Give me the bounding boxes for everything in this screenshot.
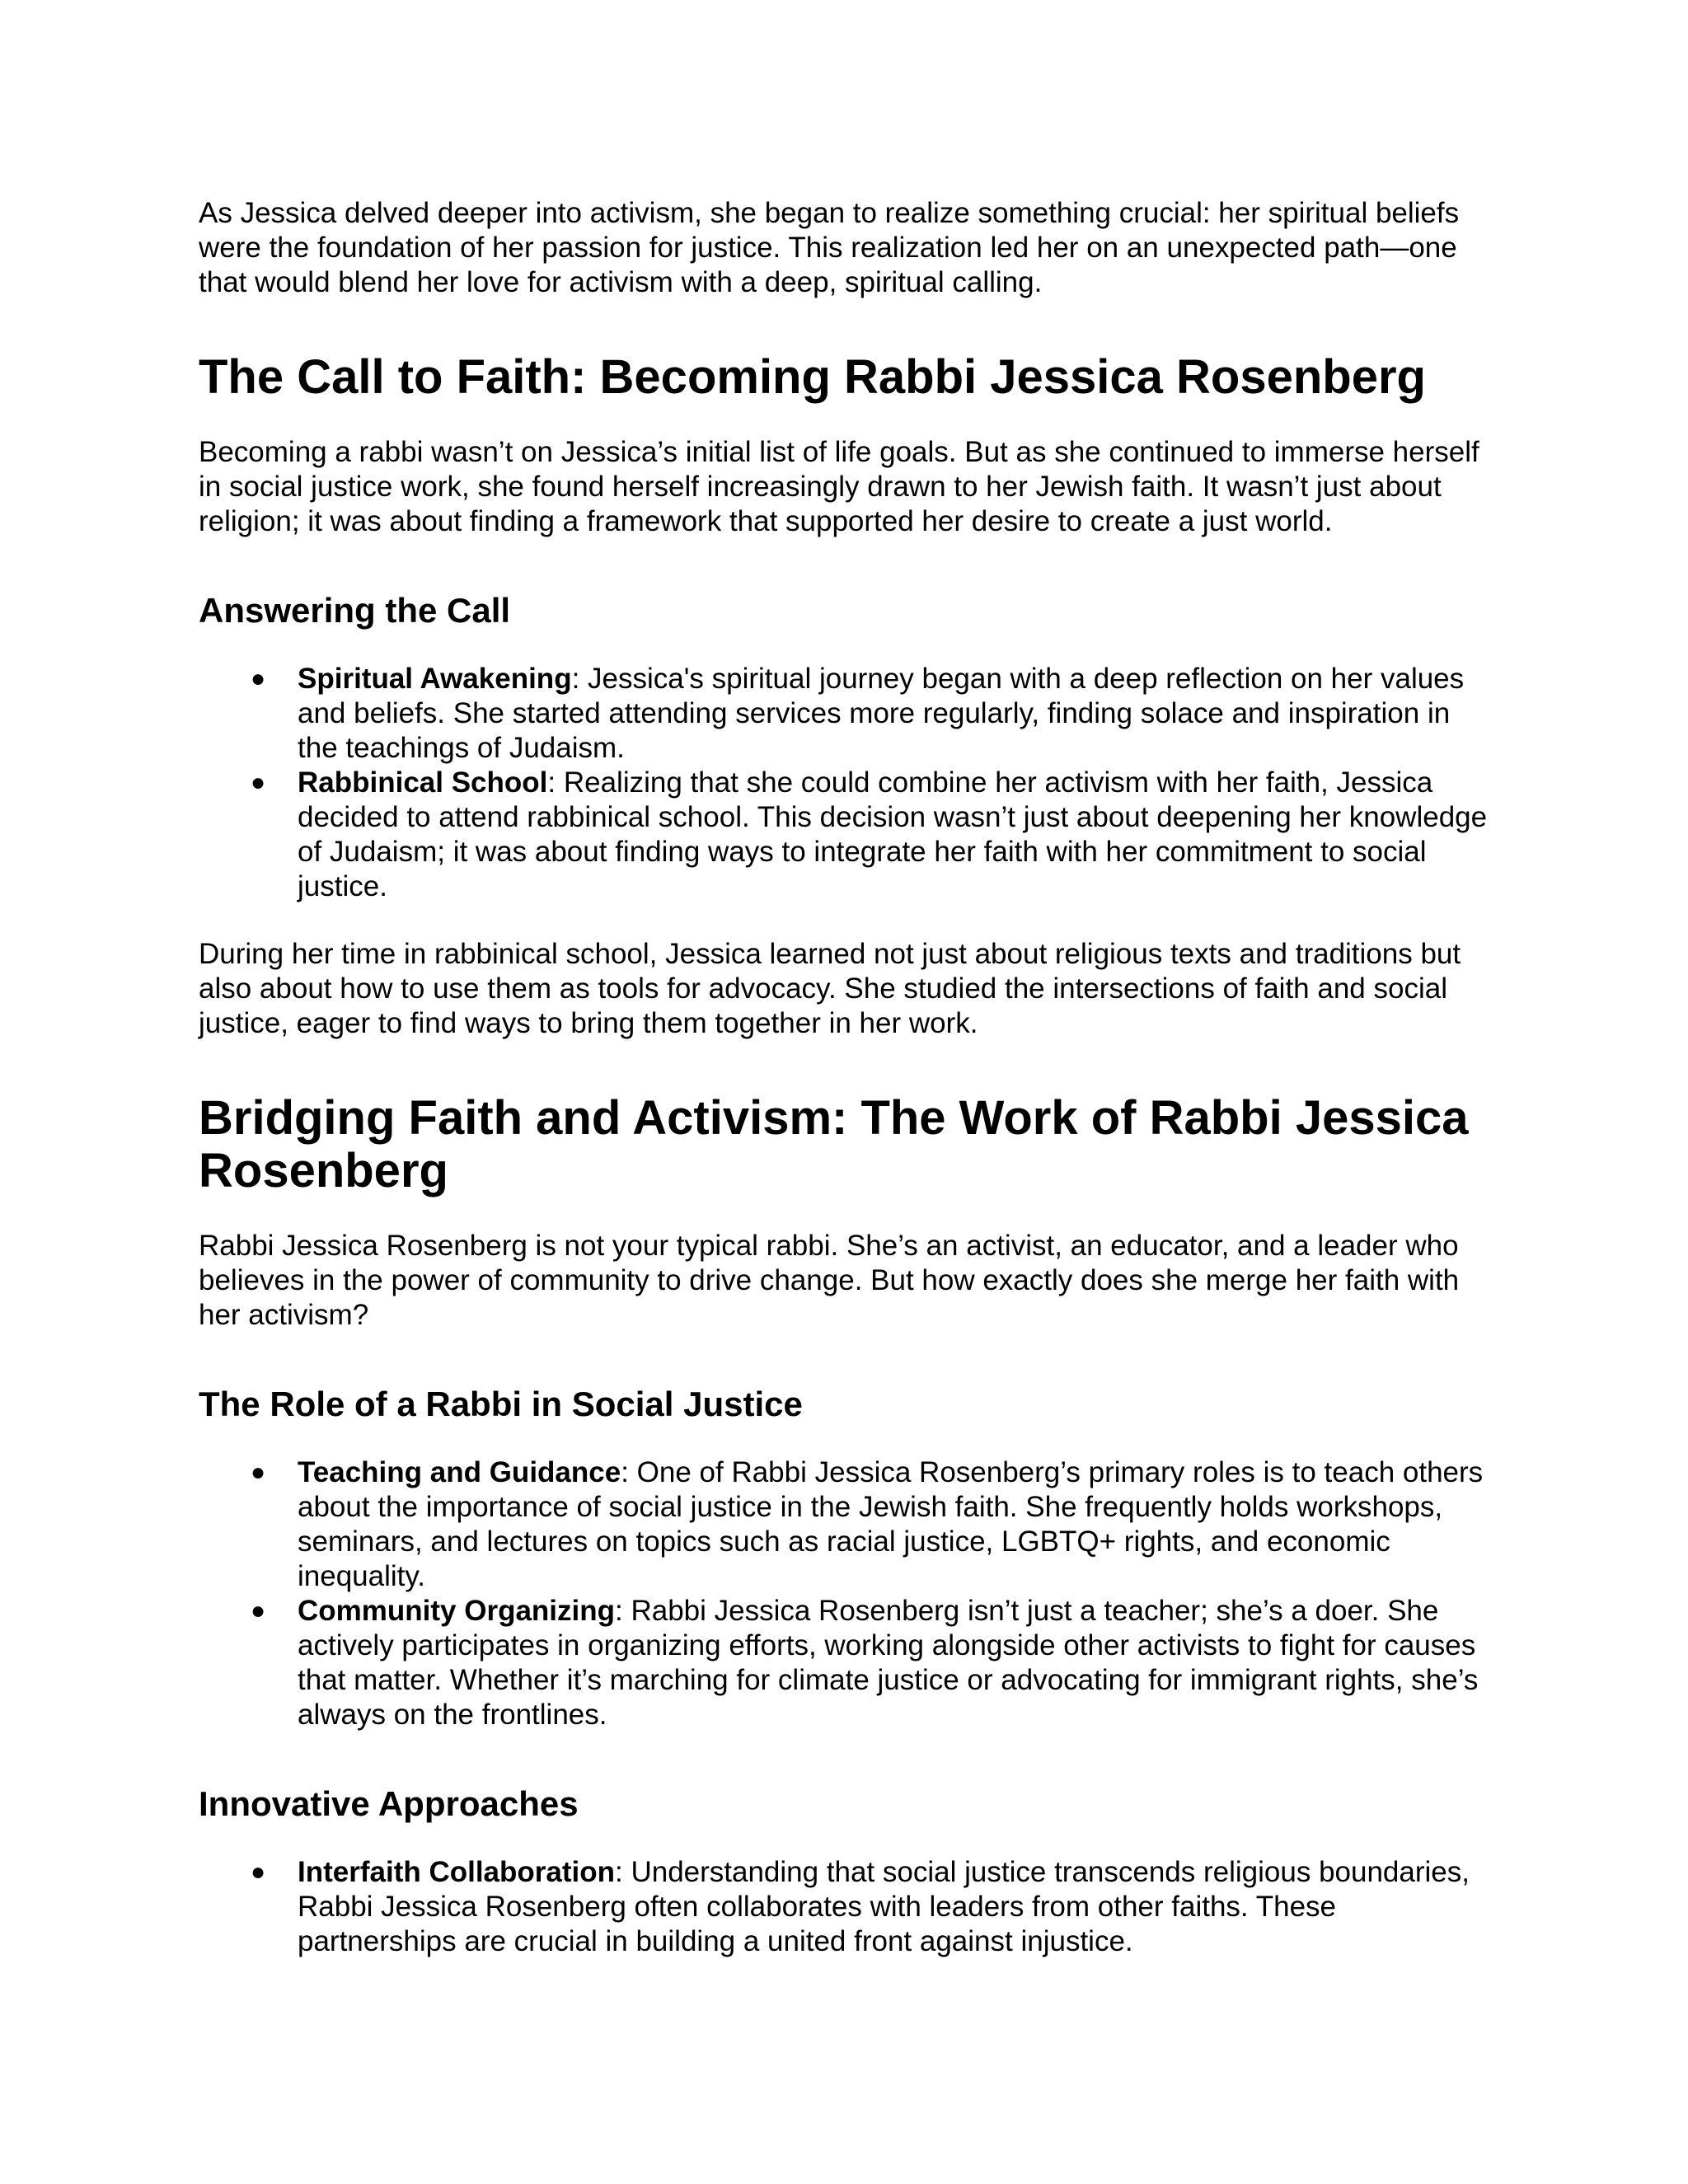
subheading-answering-the-call: Answering the Call [199, 591, 511, 630]
not-typical-rabbi-paragraph: Rabbi Jessica Rosenberg is not your typical rabbi. She’s an activist, an educator, and a leader who believes in the power of community to drive change. But how exactly does she merge her faith with her activism? [199, 1230, 1460, 1331]
list-item-term: Interfaith Collaboration [298, 1856, 615, 1888]
subheading-role-of-rabbi: The Role of a Rabbi in Social Justice [199, 1385, 803, 1423]
list-item-text: : Understanding that social justice transcends religious boundaries, Rabbi Jessica Rosenberg often collaborates with leaders from other faiths. These partnerships are crucial in building a united front against injustice. [298, 1856, 1470, 1957]
list-item-text: : Rabbi Jessica Rosenberg isn’t just a teacher; she’s a doer. She actively participates in organizing efforts, working alongside other activists to fight for causes that matter. Whether it’s marching for climate justice or advocating for immigrant rights, she’s always on the frontlines. [298, 1595, 1479, 1731]
list-item-term: Teaching and Guidance [298, 1456, 621, 1488]
bullet-icon: ● [251, 665, 266, 692]
subheading-innovative-approaches: Innovative Approaches [199, 1784, 579, 1823]
list-item-term: Rabbinical School [298, 766, 548, 799]
innovative-approaches-list [199, 1855, 1489, 1959]
bullet-icon: ● [251, 1459, 266, 1486]
list-item [199, 766, 1489, 904]
section-heading-bridging-faith: Bridging Faith and Activism: The Work of Rabbi Jessica Rosenberg [199, 1091, 1469, 1197]
bullet-icon: ● [251, 769, 266, 796]
section-heading-call-to-faith: The Call to Faith: Becoming Rabbi Jessica Rosenberg [199, 350, 1426, 404]
bullet-icon: ● [251, 1597, 266, 1624]
list-item [199, 1455, 1489, 1594]
list-item-text: : Realizing that she could combine her activism with her faith, Jessica decided to attend rabbinical school. This decision wasn’t just about deepening her knowledge of Judaism; it was about finding ways to integrate her faith with her commitment to social justice. [298, 766, 1488, 902]
becoming-rabbi-paragraph: Becoming a rabbi wasn’t on Jessica’s initial list of life goals. But as she continued to immerse herself in social justice work, she found herself increasingly drawn to her Jewish faith. It wasn’t just about religion; it was about finding a framework that supported her desire to create a just world. [199, 436, 1479, 537]
list-item-text: : One of Rabbi Jessica Rosenberg’s primary roles is to teach others about the importance of social justice in the Jewish faith. She frequently holds workshops, seminars, and lectures on topics such as racial justice, LGBTQ+ rights, and economic inequality. [298, 1456, 1484, 1592]
intro-paragraph: As Jessica delved deeper into activism, she began to realize something crucial: her spiritual beliefs were the foundation of her passion for justice. This realization led her on an unexpected path—one that would blend her love for activism with a deep, spiritual calling. [199, 197, 1460, 298]
list-item-term: Community Organizing [298, 1595, 615, 1627]
document-body [199, 196, 1489, 1959]
bullet-icon: ● [251, 1858, 266, 1886]
list-item-term: Spiritual Awakening [298, 663, 572, 695]
rabbinical-school-paragraph: During her time in rabbinical school, Jessica learned not just about religious texts and traditions but also about how to use them as tools for advocacy. She studied the intersections of faith and social justice, eager to find ways to bring them together in her work. [199, 938, 1461, 1039]
role-of-rabbi-list [199, 1455, 1489, 1732]
list-item [199, 1855, 1489, 1959]
answering-call-list [199, 662, 1489, 904]
list-item-text: : Jessica's spiritual journey began with a deep reflection on her values and beliefs. She started attending services more regularly, finding solace and inspiration in the teachings of Judaism. [298, 663, 1465, 764]
list-item [199, 662, 1489, 766]
list-item [199, 1594, 1489, 1732]
